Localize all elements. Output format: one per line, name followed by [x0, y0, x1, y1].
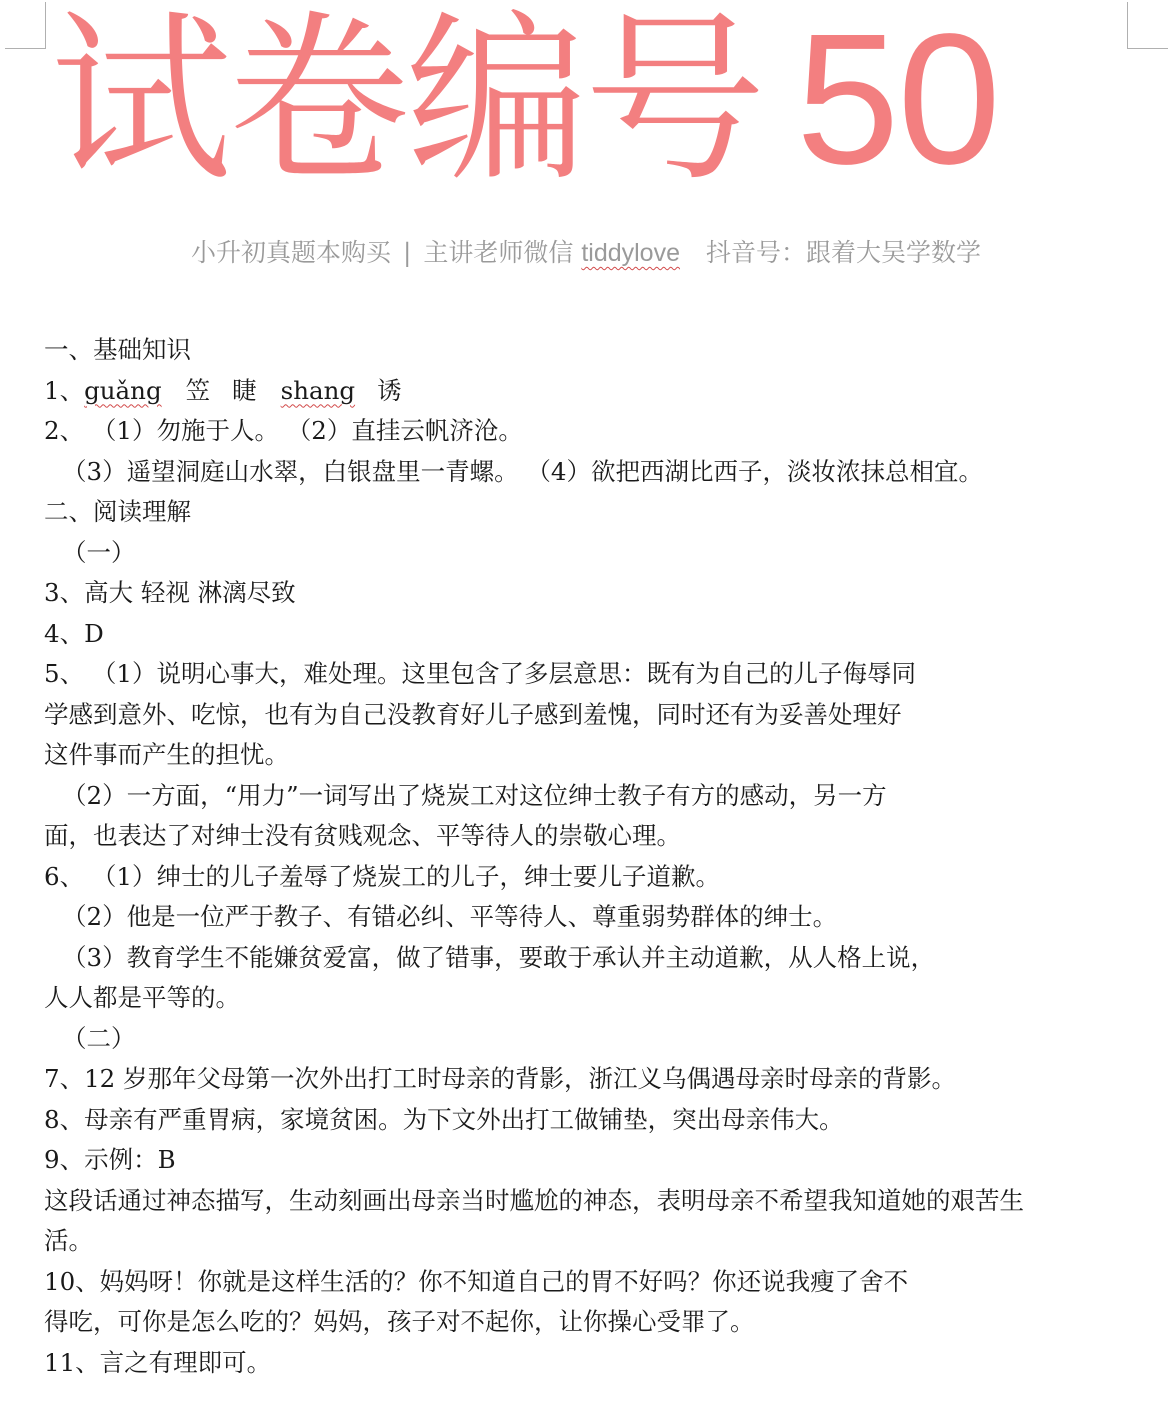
answer-q5-1b: 学感到意外、吃惊，也有为自己没教育好儿子感到羞愧，同时还有为妥善处理好 — [44, 699, 902, 729]
pinyin-guang: guǎng — [84, 375, 162, 405]
answer-q9c: 活。 — [44, 1226, 93, 1255]
subheader-teacher-wechat-label: 主讲老师微信 — [423, 238, 574, 267]
section-title-reading: 二、阅读理解 — [44, 497, 191, 526]
answer-q10a: 10、妈妈呀！你就是这样生活的？你不知道自己的胃不好吗？你还说我瘦了舍不 — [44, 1266, 909, 1296]
answer-q6-3b: 人人都是平等的。 — [44, 983, 240, 1012]
promo-subheader — [0, 233, 1172, 269]
answer-q6-2: （2）他是一位严于教子、有错必纠、平等待人、尊重弱势群体的绅士。 — [62, 902, 838, 931]
answer-q11: 11、言之有理即可。 — [44, 1347, 272, 1377]
answer-q8: 8、母亲有严重胃病，家境贫困。为下文外出打工做铺垫，突出母亲伟大。 — [44, 1104, 844, 1134]
answer-q9a: 9、示例：B — [44, 1145, 176, 1174]
answer-q4: 4、D — [44, 618, 104, 648]
subheader-wechat-id: tiddylove — [581, 239, 680, 267]
answer-q6-3a: （3）教育学生不能嫌贫爱富，做了错事，要敢于承认并主动道歉，从人格上说， — [62, 942, 936, 972]
pinyin-shang: shang — [280, 375, 356, 405]
section-title-basic-knowledge: 一、基础知识 — [44, 335, 191, 364]
watermark-text: 试卷编号 — [50, 0, 762, 200]
answer-q5-2a: （2）一方面，“用力”一词写出了烧炭工对这位绅士教子有方的感动，另一方 — [62, 780, 887, 810]
exam-number-watermark — [50, 0, 1140, 200]
subheader-purchase: 小升初真题本购买 — [190, 238, 391, 267]
reading-part-1-label: （一） — [62, 537, 136, 567]
subheader-douyin: 抖音号：跟着大吴学数学 — [705, 238, 981, 267]
subheader-separator: | — [402, 238, 412, 267]
answer-q2-line1: 2、 （1）勿施于人。 （2）直挂云帆济沧。 — [44, 416, 523, 445]
page-corner-mark-top-left — [5, 2, 46, 49]
answer-q10b: 得吃，可你是怎么吃的？妈妈，孩子对不起你，让你操心受罪了。 — [44, 1307, 755, 1336]
answer-q1: 1、guǎng 笠 睫 shang 诱 — [44, 375, 402, 405]
watermark-number: 50 — [796, 0, 999, 200]
reading-part-2-label: （二） — [62, 1023, 136, 1053]
answer-q6-1: 6、 （1）绅士的儿子羞辱了烧炭工的儿子，绅士要儿子道歉。 — [44, 861, 720, 891]
answer-q5-2b: 面，也表达了对绅士没有贫贱观念、平等待人的崇敬心理。 — [44, 821, 681, 850]
answer-q9b: 这段话通过神态描写，生动刻画出母亲当时尴尬的神态，表明母亲不希望我知道她的艰苦生 — [44, 1185, 1024, 1215]
answer-q5-1c: 这件事而产生的担忧。 — [44, 740, 289, 769]
answer-q5-1a: 5、 （1）说明心事大，难处理。这里包含了多层意思：既有为自己的儿子侮辱同 — [44, 659, 916, 688]
answer-q7: 7、12 岁那年父母第一次外出打工时母亲的背影，浙江义乌偶遇母亲时母亲的背影。 — [44, 1064, 957, 1093]
answer-q3: 3、高大 轻视 淋漓尽致 — [44, 578, 296, 607]
answer-q2-line2: （3）遥望洞庭山水翠，白银盘里一青螺。 （4）欲把西湖比西子，淡妆浓抹总相宜。 — [62, 456, 983, 486]
answer-content — [44, 330, 1144, 1383]
